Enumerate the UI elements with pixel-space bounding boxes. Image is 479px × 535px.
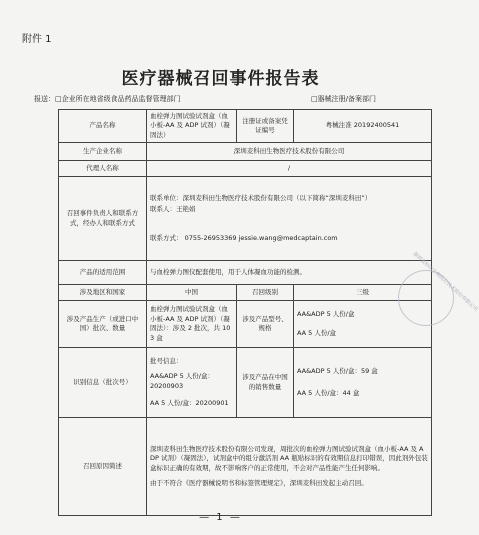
agent-value: / (147, 161, 432, 177)
manufacturer-label: 生产企业名称 (59, 143, 147, 161)
level-value: 三级 (294, 285, 432, 301)
model-value-1: AA&ADP 5 人份/盒 (297, 310, 355, 319)
company-seal-text: 深圳麦科田生物医疗技术股份有限公司 (411, 251, 479, 313)
manufacturer-value: 深圳麦科田生物医疗技术股份有限公司 (147, 143, 432, 161)
scope-value: 与血栓弹力图仪配套使用，用于人体凝血功能的检测。 (147, 261, 432, 285)
model-value-2: AA 5 人份/盒 (297, 328, 337, 337)
reg-no-value: 粤械注准 20192400541 (294, 110, 432, 143)
table-row (59, 418, 432, 516)
table-row (59, 261, 432, 285)
batch-label: 识别信息（批次号） (59, 348, 147, 418)
table-row (59, 301, 432, 348)
report-recipient-left: 报送：□企业所在地省级食品药品监督管理部门 (34, 95, 181, 103)
page-title: 医疗器械召回事件报告表 (121, 69, 320, 89)
batch-value (147, 348, 237, 418)
table-row (59, 161, 432, 177)
batch-no-1: 20200903 (150, 381, 184, 390)
level-label: 召回级别 (237, 285, 294, 301)
contact-value (147, 177, 432, 261)
region-label: 涉及地区和国家 (59, 285, 147, 301)
production-value: 血栓弹力图试验试剂盒（血小板-AA 及 ADP 试剂）（凝固法）：涉及 2 批次，共 103 盒 (147, 301, 237, 348)
sales-value-2: AA 5 人份/盒：44 盒 (297, 388, 360, 397)
product-name-label: 产品名称 (59, 110, 147, 143)
reason-paragraph-1: 深圳麦科田生物医疗技术股份有限公司发现，周批次的血栓弹力图试验试剂盒（血小板-AA 及 ADP 试剂）（凝固法），试剂盒中的组分激活剂 AA 瓶贴标识的有效期信息打印错误，因此剂外包装盒标识正确的有效期，故不影响客户的正常使用，不会对产品性能产生任何影响。 (150, 444, 428, 472)
table-row (59, 348, 432, 418)
sales-value-1: AA&ADP 5 人份/盒：59 盒 (297, 367, 378, 376)
reg-no-label: 注册证或备案凭证编号 (237, 110, 294, 143)
table-row (59, 285, 432, 301)
table-row (59, 143, 432, 161)
reason-label: 召回原因简述 (59, 418, 147, 516)
sales-label: 涉及产品在中国的销售数量 (237, 348, 294, 418)
reason-paragraph-2: 由于不符合《医疗器械说明书和标签管理规定》，深圳麦科田发起主动召回。 (150, 479, 368, 488)
region-value: 中国 (147, 285, 237, 301)
table-row (59, 177, 432, 261)
batch-title: 批号信息： (150, 356, 183, 365)
scope-label: 产品的适用范围 (59, 261, 147, 285)
contact-phone: 联系方式： 0755-26953369 jessie.wang@medcaptain.com (150, 234, 338, 243)
table-row (59, 110, 432, 143)
recall-report-table (58, 109, 432, 516)
page-number: — 1 — (199, 512, 242, 523)
attachment-label: 附件 1 (22, 34, 52, 45)
product-name-value: 血栓弹力图试验试剂盒（血小板-AA 及 ADP 试剂）（凝固法） (147, 110, 237, 143)
production-label: 涉及产品生产（或进口中国）批次、数量 (59, 301, 147, 348)
report-recipient-right: □器械注册/备案部门 (311, 95, 376, 103)
contact-label: 召回事件负责人和联系方式，经办人和联系方式 (59, 177, 147, 261)
batch-spec-2: AA 5 人份/盒：20200901 (150, 399, 229, 408)
sales-value (294, 348, 432, 418)
reason-value (147, 418, 432, 516)
model-label: 涉及产品型号、规格 (237, 301, 294, 348)
contact-company: 联系单位：深圳麦科田生物医疗技术股份有限公司（以下简称“深圳麦科田”） (150, 193, 372, 202)
batch-spec-1: AA&ADP 5 人份/盒： (150, 372, 214, 381)
contact-person: 联系人：王艳娟 (150, 205, 196, 214)
agent-label: 代理人名称 (59, 161, 147, 177)
